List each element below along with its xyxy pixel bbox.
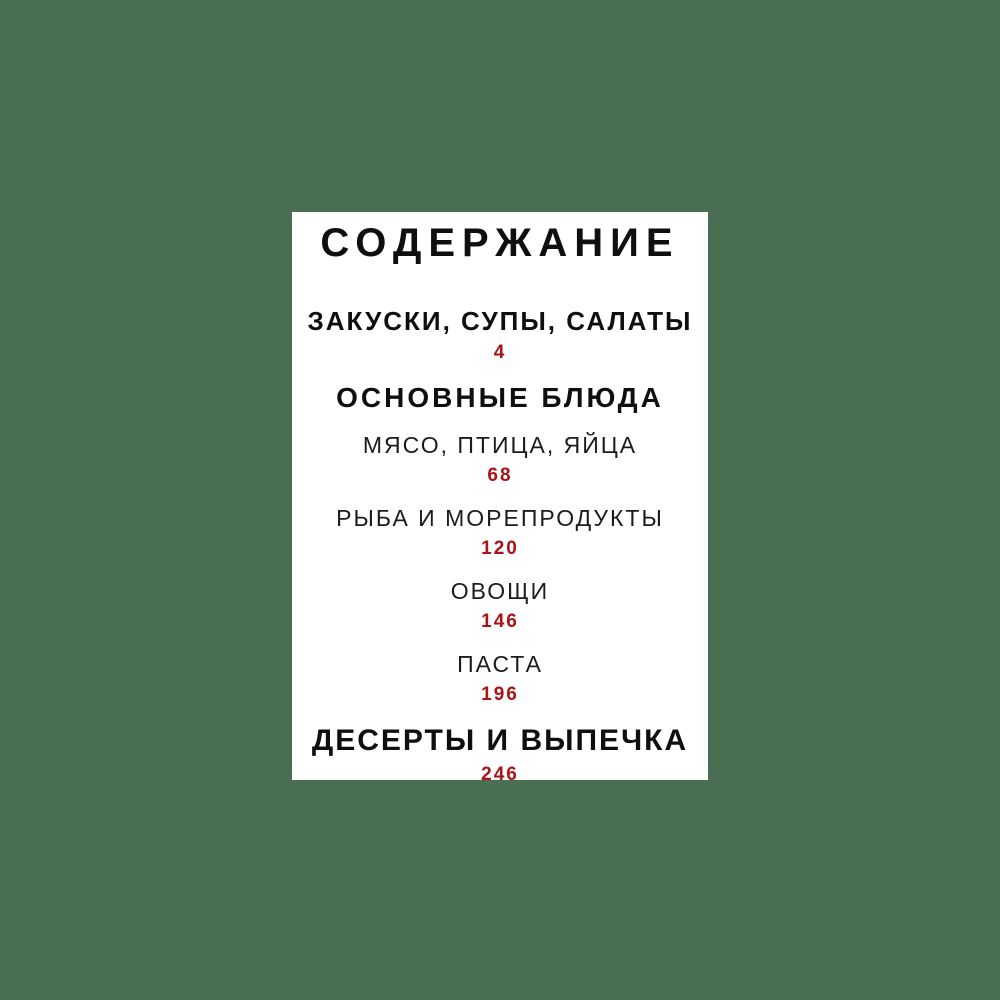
- table-of-contents-page: [292, 212, 708, 785]
- toc-entry-label: ЗАКУСКИ, СУПЫ, САЛАТЫ: [307, 306, 693, 336]
- toc-entry-page-number: 246: [481, 764, 519, 785]
- toc-entry-label: ОВОЩИ: [450, 578, 550, 604]
- toc-entry-label: РЫБА И МОРЕПРОДУКТЫ: [336, 505, 664, 531]
- toc-entry: [292, 507, 708, 558]
- toc-entry-page-number: 120: [481, 538, 519, 559]
- toc-entry-label: ПАСТА: [457, 651, 543, 677]
- toc-entry: [292, 434, 708, 485]
- toc-entry: [292, 308, 708, 362]
- toc-entry: [292, 653, 708, 704]
- toc-entry-page-number: 4: [493, 342, 507, 363]
- toc-entry-label: ОСНОВНЫЕ БЛЮДА: [336, 382, 664, 413]
- toc-entry: [292, 580, 708, 631]
- toc-title: СОДЕРЖАНИЕ: [320, 221, 680, 265]
- toc-entry: [292, 726, 708, 784]
- toc-entry-label: ДЕСЕРТЫ И ВЫПЕЧКА: [311, 724, 689, 757]
- toc-entry-page-number: 68: [487, 465, 513, 486]
- toc-entry-page-number: 196: [481, 684, 519, 705]
- toc-entry: [292, 384, 708, 412]
- toc-entry-label: МЯСО, ПТИЦА, ЯЙЦА: [362, 432, 638, 458]
- toc-entry-page-number: 146: [481, 611, 519, 632]
